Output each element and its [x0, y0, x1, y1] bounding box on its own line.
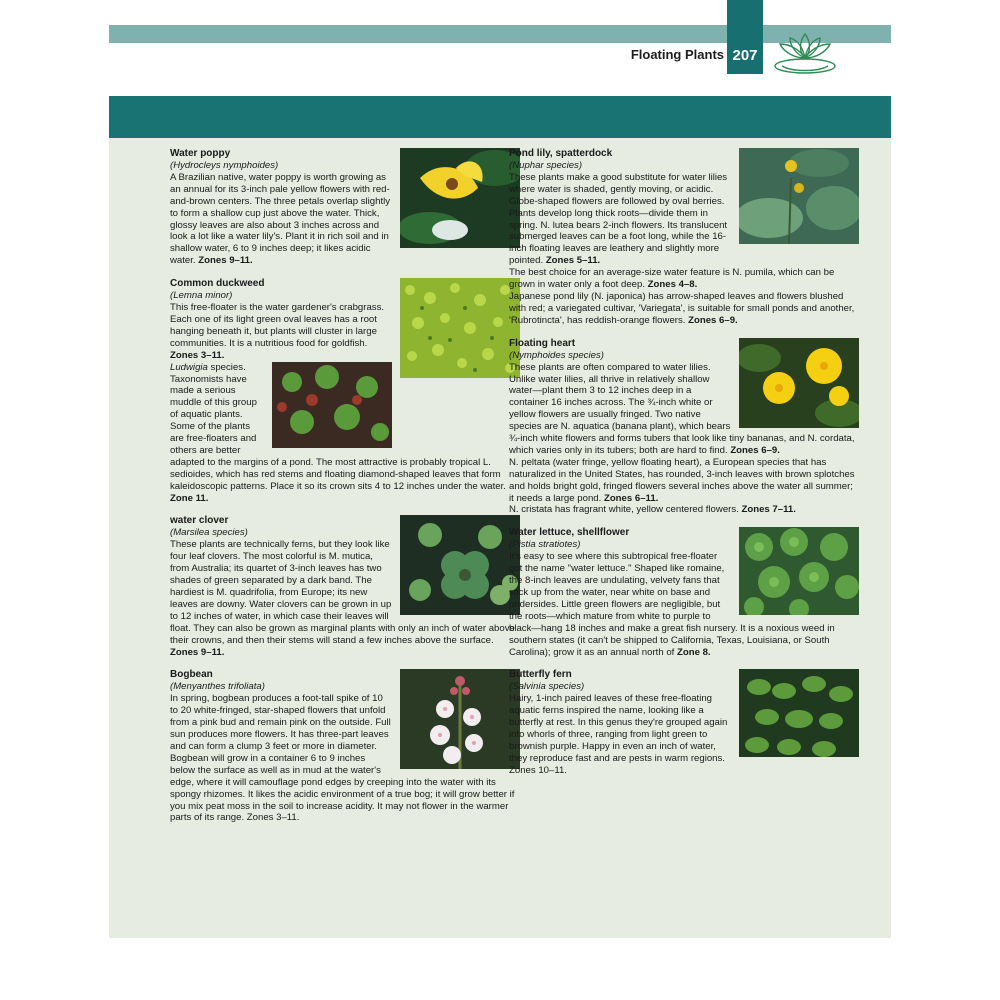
photo-water-clover: [400, 515, 520, 615]
photo-duckweed: [400, 278, 520, 378]
entry-extra: species. Taxonomists have made a serious muddle of this group of aquatic plants. Some of the plants are free-floaters and others are better adapted to the margins of a pond. The most attractive is probably tropical L. sedioides, which has red stems and floating diamond-shaped leaves that form kaleidoscopic patterns. Place it so its crown sits 4 to 12 inches under the water.: [170, 361, 506, 492]
entry-extra-latin: Ludwigia: [170, 361, 208, 373]
entry-body: A Brazilian native, water poppy is worth growing as an annual for its 3-inch pale yellow flowers with red-and-brown centers. The three petals overlap slightly to form a shallow cup just above the water. Thick, glossy leaves are also about 3 inches across and look a lot like a water lily's. Plant it in rich soil and in shallow water, 6 to 9 inches deep; it likes acidic water.: [170, 171, 391, 267]
entry-extra2-zones: Zones 6–9.: [688, 314, 738, 326]
entry-title: water clover: [170, 515, 229, 527]
photo-spatterdock: [739, 148, 859, 244]
entry-zones: Zones 3–11.: [170, 349, 225, 361]
entry-zones: Zones 3–11.: [246, 812, 300, 824]
photo-water-lettuce: [739, 527, 859, 615]
left-column: [170, 148, 520, 835]
entry-latin: (Nuphar species): [509, 160, 583, 171]
entry-extra-zones: Zone 11.: [170, 492, 209, 504]
entry-body: These plants make a good substitute for water lilies where water is shaded, gently moving, or acidic. Globe-shaped flowers are followed by oval berries. Plants develop long thick roots—divide them in spring. N. lutea bears 2-inch flowers. Its translucent submerged leaves can be a foot long, while the 16-inch floating leaves are leathery and slightly more pointed.: [509, 171, 728, 267]
photo-ludwigia: [272, 362, 392, 448]
entry-body: In spring, bogbean produces a foot-tall spike of 10 to 20 white-fringed, star-shaped flowers that unfold from a pink bud and remain pink on the outside. Full sun produces more flowers. It has three-part leaves and can form a clump 3 feet or more in diameter. Bogbean will grow in a container 6 to 9 inches below the surface as well as in mud at the water's edge, where it will camouflage pond edges by creeping into the water with its spongy rhizomes. It likes the acidic environment of a true bog; it will grow better if you mix peat moss in the soil to increase acidity. It may not flower in the warmer parts of its range.: [170, 693, 515, 824]
entry-latin: (Hydrocleys nymphoides): [170, 160, 279, 171]
entry-extra-zones: Zones 6–11.: [603, 492, 659, 504]
entry-extra2: N. cristata has fragrant white, yellow centered flowers.: [509, 504, 739, 516]
entry-butterfly-fern: [509, 669, 859, 776]
photo-bogbean: [400, 669, 520, 769]
entry-title: Pond lily, spatterdock: [509, 148, 613, 159]
entry-pond-lily: [509, 148, 859, 327]
entry-bogbean: [170, 669, 520, 824]
entry-extra2: Japanese pond lily (N. japonica) has arrow-shaped leaves and flowers blushed with red; a variegated cultivar, 'Variegata', is suitable for small ponds and another, 'Rubrotincta', has reddish-orange flowers.: [509, 290, 855, 326]
section-title: Floating Plants: [630, 47, 724, 62]
entry-zones: Zones 5–11.: [545, 255, 601, 267]
page-number-tab: [727, 0, 763, 74]
entry-extra-zones: Zones 4–8.: [647, 279, 698, 291]
entry-extra: N. peltata (water fringe, yellow floating heart), a European species that has naturalized in the United States, has rounded, 3-inch leaves with brown splotches and holds bright gold, fringed flowers several inches above the water all summer; it needs a large pond.: [509, 456, 855, 504]
photo-water-poppy: [400, 148, 520, 248]
entry-latin: (Lemna minor): [170, 290, 233, 302]
entry-water-poppy: [170, 148, 520, 267]
entry-title: Water poppy: [170, 148, 231, 159]
entry-extra: The best choice for an average-size water feature is N. pumila, which can be grown in water only a foot deep.: [509, 267, 835, 291]
entry-zones: Zones 9–11.: [198, 255, 253, 267]
entry-zones: Zones 9–11.: [170, 646, 225, 658]
photo-floating-heart: [739, 338, 859, 428]
entry-title: Water lettuce, shellflower: [509, 527, 630, 539]
title-band: [109, 96, 891, 138]
entry-water-lettuce: [509, 527, 859, 658]
entry-title: Butterfly fern: [509, 669, 572, 681]
entry-floating-heart: [509, 338, 859, 517]
entry-body: It's easy to see where this subtropical free-floater got the name "water lettuce." Shaped like romaine, the 8-inch leaves are undulating, velvety fans that stick up from the water, near white on base and undersides. Little green flowers are negligible, but the roots—which mature from white to purple to black—hang 18 inches and make a great fish nursery. It is a noxious weed in southern states (it can't be shipped to California, Texas, Louisiana, or South Carolina); grow it as an annual north of: [509, 551, 835, 658]
entry-common-duckweed: [170, 278, 520, 504]
entry-title: Bogbean: [170, 669, 213, 681]
right-column: [509, 148, 859, 788]
entry-body: Hairy, 1-inch paired leaves of these free-floating aquatic ferns inspired the name, looking like a butterfly at rest. In this genus they're grouped again into whorls of three, ranging from light green to brownish purple. Happy in even an inch of water, they reproduce fast and are pests in warm regions.: [509, 693, 728, 764]
entry-water-clover: [170, 515, 520, 658]
entry-body: These plants are technically ferns, but they look like four leaf clovers. The most colorful is M. mutica, from Australia; its quartet of 3-inch leaves has two shades of green separated by a dark band. The hardiest is M. quadrifolia, from Europe; its new leaves are downy. Water clovers can be grown in up to 12 inches of water, in which case their leaves will float. They can also be grown as marginal plants with only an inch of water above their crowns, and then their stems will stand a few inches above the surface.: [170, 539, 515, 646]
entry-title: Floating heart: [509, 337, 576, 349]
entry-zones: Zones 10–11.: [509, 764, 567, 776]
entry-body: This free-floater is the water gardener's crabgrass. Each one of its light green oval leaves has a root hanging beneath it, but plants will cluster in large communities. It is a nutritious food for goldfish.: [170, 302, 385, 349]
photo-butterfly-fern: [739, 669, 859, 757]
entry-latin: (Salvinia species): [509, 681, 585, 693]
lotus-icon: [768, 26, 842, 78]
entry-latin: (Pistia stratiotes): [509, 539, 581, 551]
entry-latin: (Marsilea species): [170, 527, 248, 539]
entry-latin: (Menyanthes trifoliata): [170, 681, 265, 693]
entry-body: These plants are often compared to water lilies. Unlike water lilies, all thrive in relatively shallow water—plant them 3 to 12 inches deep in a container 16 inches across. The ¾-inch white or yellow flowers are usually fringed. Two native species are N. aquatica (banana plant), which bears ¾-inch white flowers and forms tubers that look like tiny bananas, and N. cordata, which varies only in its tubers; both are hard to find.: [509, 361, 855, 456]
entry-zones: Zone 8.: [677, 646, 711, 658]
entry-latin: (Nymphoides species): [509, 349, 604, 361]
entry-extra2-zones: Zones 7–11.: [741, 504, 796, 516]
entry-title: Common duckweed: [170, 278, 265, 290]
entry-zones: Zones 6–9.: [730, 444, 780, 456]
page-number: 207: [732, 47, 758, 64]
